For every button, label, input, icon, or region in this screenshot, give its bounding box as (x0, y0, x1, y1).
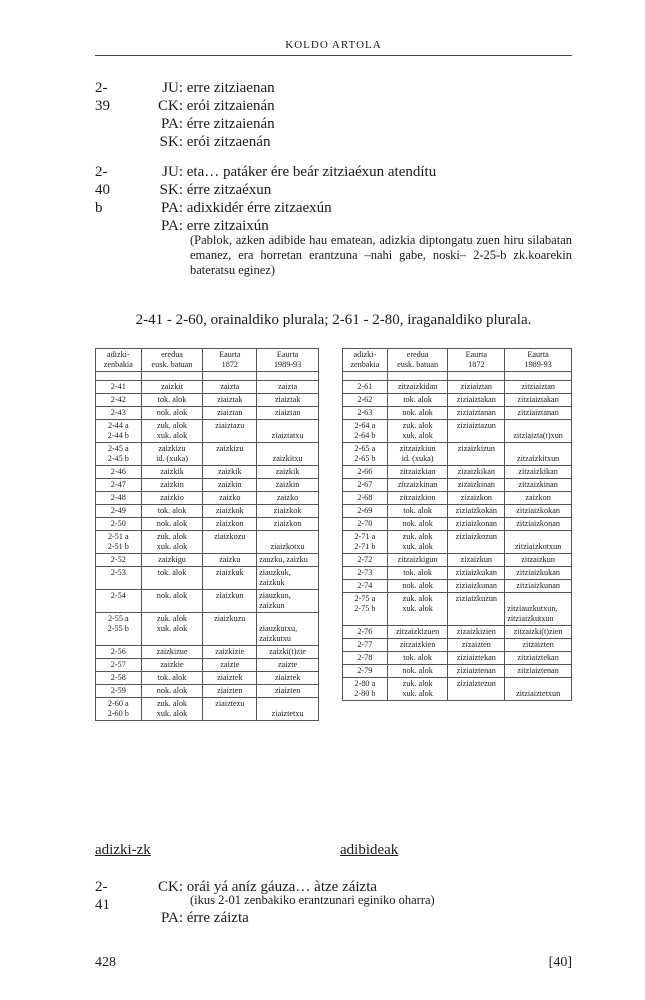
table-cell: zizaizkizien (448, 626, 505, 639)
table-cell: zaizku (203, 554, 257, 567)
table-cell: ziziaiztan (448, 381, 505, 394)
table-cell: 2-79 (343, 665, 388, 678)
table-cell: 2-68 (343, 492, 388, 505)
table-cell: ziaizkuzu (203, 613, 257, 646)
table-cell: zitziaiztetxun (505, 678, 572, 701)
table-cell: nok. alok (141, 590, 203, 613)
table-spacer-row (96, 372, 319, 381)
table-cell: zaizkik (141, 466, 203, 479)
column-header: eredua eusk. batuan (387, 349, 448, 372)
table-cell: 2-74 (343, 580, 388, 593)
table-cell: zuk. alok xuk. alok (387, 678, 448, 701)
example-line (143, 181, 271, 199)
table-row (96, 531, 319, 554)
example-line (143, 163, 436, 181)
table-cell: tok. alok (141, 505, 203, 518)
example-line (143, 199, 332, 217)
column-header: Eaurta 1872 (203, 349, 257, 372)
example-text: érre záizta (186, 910, 249, 926)
table-cell: ziaizten (203, 685, 257, 698)
table-cell: ziaiztak (257, 394, 319, 407)
table-cell: 2-58 (96, 672, 142, 685)
table-cell: zaizkitxu (257, 443, 319, 466)
page-number-right: [40] (548, 955, 572, 970)
section-heading-left: adizki-zk (95, 842, 151, 858)
table-cell: ziaizkun (203, 590, 257, 613)
table-cell: zitziaizkukan (505, 567, 572, 580)
table-cell: nok. alok (141, 407, 203, 420)
table-cell: ziaiztan (257, 407, 319, 420)
table-cell: zitziaiztan (505, 381, 572, 394)
example-number: 2-39 (95, 80, 110, 114)
example-number: 2-41 (95, 879, 110, 913)
example-note: (ikus 2-01 zenbakiko erantzunari eginiko oharra) (190, 893, 435, 907)
table-cell: zitzaizkion (387, 492, 448, 505)
table-cell: 2-64 a 2-64 b (343, 420, 388, 443)
table-row (96, 567, 319, 590)
example-text: orái yá aníz gáuza… àtze záizta (186, 879, 378, 895)
table-cell: tok. alok (387, 652, 448, 665)
table-cell: nok. alok (387, 580, 448, 593)
table-cell: ziaizkok (257, 505, 319, 518)
table-cell: tok. alok (141, 567, 203, 590)
table-cell: zaizkik (257, 466, 319, 479)
table-cell: zitzaizki(t)zien (505, 626, 572, 639)
table-cell: 2-42 (96, 394, 142, 407)
table-cell: 2-57 (96, 659, 142, 672)
table-cell: 2-63 (343, 407, 388, 420)
table-cell: zuk. alok xuk. alok (141, 698, 203, 721)
table-cell: 2-51 a 2-51 b (96, 531, 142, 554)
table-cell: 2-73 (343, 567, 388, 580)
table-cell: tok. alok (387, 505, 448, 518)
table-caption: 2-41 - 2-60, orainaldiko plurala; 2-61 - 2-80, iraganaldiko plurala. (135, 312, 532, 328)
spacer-cell (448, 372, 505, 381)
table-cell: zaizte (203, 659, 257, 672)
table-cell: zitziauzkutxun, zitziaizkutxun (505, 593, 572, 626)
example-text: érre zitzaienán (186, 116, 275, 132)
table-row (343, 580, 572, 593)
table-row (96, 590, 319, 613)
table-cell: 2-72 (343, 554, 388, 567)
table-cell: zaizkit (141, 381, 203, 394)
speaker-label: JU: (162, 80, 183, 96)
table-row (343, 567, 572, 580)
table-cell: 2-54 (96, 590, 142, 613)
table-cell: zitziaiztanan (505, 407, 572, 420)
table-cell: 2-70 (343, 518, 388, 531)
table-cell: 2-50 (96, 518, 142, 531)
table-row (96, 646, 319, 659)
table-cell: zaizkie (141, 659, 203, 672)
table-cell: ziaizkuk (203, 567, 257, 590)
table-cell: ziauzkun, zaizkun (257, 590, 319, 613)
table-cell: nok. alok (387, 665, 448, 678)
table-row (343, 394, 572, 407)
table-cell: zitziaizkunan (505, 580, 572, 593)
example-line (143, 133, 270, 151)
table-cell: zitzaizkitxun (505, 443, 572, 466)
column-header: Eaurta 1989-93 (257, 349, 319, 372)
speaker-label: PA: (161, 116, 183, 132)
table-past-plural (342, 348, 572, 701)
example-text: erói zitzaienán (186, 98, 275, 114)
header-rule (95, 55, 572, 56)
table-cell: ziziaizkonan (448, 518, 505, 531)
table-cell: ziaiztazu (203, 420, 257, 443)
speaker-label: JU: (162, 164, 183, 180)
table-cell: ziziaiztanan (448, 407, 505, 420)
table-cell: zitzaizkinan (387, 479, 448, 492)
table-cell: zaizkin (257, 479, 319, 492)
example-line (143, 909, 249, 927)
table-cell: zizaizkinan (448, 479, 505, 492)
table-cell: zitziaiztakan (505, 394, 572, 407)
example-line (143, 97, 275, 115)
column-header: adizki- zenbakia (343, 349, 388, 372)
example-number: 2-40 b (95, 164, 110, 216)
table-cell: zaizki(t)zie (257, 646, 319, 659)
table-cell: zitzaizkiun id. (xuka) (387, 443, 448, 466)
table-cell: 2-59 (96, 685, 142, 698)
table-cell: zitziaiztenan (505, 665, 572, 678)
table-cell: 2-43 (96, 407, 142, 420)
table-row (96, 381, 319, 394)
table-cell: ziaiztatxu (257, 420, 319, 443)
column-header: Eaurta 1989-93 (505, 349, 572, 372)
example-line (143, 79, 275, 97)
table-row (343, 505, 572, 518)
table-header-row (343, 349, 572, 372)
table-cell: zuk. alok xuk. alok (141, 531, 203, 554)
table-cell: zitzaizkien (387, 639, 448, 652)
table-cell: zitzaizkun (505, 554, 572, 567)
table-cell: zaizkio (141, 492, 203, 505)
table-cell: ziziaiztezun (448, 678, 505, 701)
table-cell: ziziaizkuzun (448, 593, 505, 626)
table-cell: ziaizkotxu (257, 531, 319, 554)
table-cell: nok. alok (387, 518, 448, 531)
example-text: érre zitzaéxun (186, 182, 272, 198)
table-cell: ziziaizkokan (448, 505, 505, 518)
table-cell: zizaizkikan (448, 466, 505, 479)
table-cell: nok. alok (387, 407, 448, 420)
table-cell: 2-49 (96, 505, 142, 518)
table-cell: zitzaizkigun (387, 554, 448, 567)
table-cell: zitziaiztekan (505, 652, 572, 665)
table-cell: zitziaizkotxun (505, 531, 572, 554)
section-heading-right: adibideak (340, 842, 399, 858)
table-cell: 2-69 (343, 505, 388, 518)
table-row (96, 394, 319, 407)
table-cell: tok. alok (387, 394, 448, 407)
table-cell: zaizte (257, 659, 319, 672)
spacer-cell (203, 372, 257, 381)
table-cell: zaizkizu (203, 443, 257, 466)
table-cell: 2-80 a 2-80 b (343, 678, 388, 701)
table-cell: 2-60 a 2-60 b (96, 698, 142, 721)
table-cell: zaizkin (141, 479, 203, 492)
column-header: eredua eusk. batuan (141, 349, 203, 372)
table-cell: 2-46 (96, 466, 142, 479)
spacer-cell (96, 372, 142, 381)
table-header-row (96, 349, 319, 372)
table-row (343, 665, 572, 678)
table-row (96, 554, 319, 567)
table-row (96, 479, 319, 492)
speaker-label: CK: (157, 98, 183, 114)
table-row (96, 407, 319, 420)
table-cell: 2-47 (96, 479, 142, 492)
table-row (343, 678, 572, 701)
table-cell: zitziaizkokan (505, 505, 572, 518)
table-row (96, 613, 319, 646)
table-cell: ziaizkozu (203, 531, 257, 554)
example-line (143, 115, 275, 133)
table-row (343, 407, 572, 420)
table-cell: tok. alok (141, 672, 203, 685)
table-row (343, 518, 572, 531)
speaker-label: CK: (157, 879, 183, 895)
table-cell: zuk. alok xuk. alok (387, 593, 448, 626)
table-row (343, 626, 572, 639)
column-header: adizki- zenbakia (96, 349, 142, 372)
table-row (343, 466, 572, 479)
table-cell: ziauzkuk, zaizkuk (257, 567, 319, 590)
table-row (96, 518, 319, 531)
table-cell: ziaizkon (203, 518, 257, 531)
table-cell: 2-41 (96, 381, 142, 394)
table-cell: 2-71 a 2-71 b (343, 531, 388, 554)
table-cell: ziaiztan (203, 407, 257, 420)
table-cell: zitziaizkonan (505, 518, 572, 531)
spacer-cell (257, 372, 319, 381)
table-cell: tok. alok (141, 394, 203, 407)
example-text: erre zitzaixún (186, 218, 269, 234)
table-cell: 2-48 (96, 492, 142, 505)
table-row (96, 672, 319, 685)
table-cell: 2-66 (343, 466, 388, 479)
table-cell: ziaizkon (257, 518, 319, 531)
table-row (96, 492, 319, 505)
example-note: (Pablok, azken adibide hau ematean, adizkia diptongatu zuen hiru silabatan emanez, era horretan erantzuna –nahi gabe, noski– 2-25-b zk.koarekin bateratsu eginez) (190, 233, 572, 277)
speaker-label: PA: (161, 200, 183, 216)
table-row (96, 420, 319, 443)
table-cell: 2-67 (343, 479, 388, 492)
table-cell: zizaizten (448, 639, 505, 652)
spacer-cell (343, 372, 388, 381)
table-cell: 2-52 (96, 554, 142, 567)
speaker-label: PA: (161, 218, 183, 234)
table-cell: zauzku, zaizku (257, 554, 319, 567)
table-cell: ziziaiztekan (448, 652, 505, 665)
table-cell: ziaiztak (203, 394, 257, 407)
table-cell: zuk. alok xuk. alok (141, 420, 203, 443)
table-cell: zitzaizkidan (387, 381, 448, 394)
table-cell: zitzaizten (505, 639, 572, 652)
table-cell: 2-65 a 2-65 b (343, 443, 388, 466)
table-cell: 2-56 (96, 646, 142, 659)
table-cell: 2-75 a 2-75 b (343, 593, 388, 626)
table-row (343, 593, 572, 626)
table-cell: ziziaiztakan (448, 394, 505, 407)
table-cell: ziaiztetxu (257, 698, 319, 721)
table-row (96, 505, 319, 518)
spacer-cell (141, 372, 203, 381)
table-row (343, 381, 572, 394)
table-row (96, 443, 319, 466)
table-cell: 2-45 a 2-45 b (96, 443, 142, 466)
table-present-plural (95, 348, 319, 721)
table-cell: zaizkizue (141, 646, 203, 659)
table-cell: zaizkizie (203, 646, 257, 659)
table-cell: zaizta (203, 381, 257, 394)
table-cell: ziaiztezu (203, 698, 257, 721)
table-row (343, 531, 572, 554)
table-row (96, 698, 319, 721)
table-cell: 2-44 a 2-44 b (96, 420, 142, 443)
table-row (96, 685, 319, 698)
table-row (96, 466, 319, 479)
table-cell: 2-76 (343, 626, 388, 639)
speaker-label: SK: (159, 134, 183, 150)
page-number-left: 428 (95, 955, 116, 970)
table-cell: zitziaizta(t)xun (505, 420, 572, 443)
table-cell: ziauzkutxu, zaizkutxu (257, 613, 319, 646)
speaker-label: SK: (159, 182, 183, 198)
column-header: Eaurta 1872 (448, 349, 505, 372)
table-cell: zaizkigu (141, 554, 203, 567)
table-cell: ziaiztek (257, 672, 319, 685)
table-cell: zaizko (203, 492, 257, 505)
table-cell: zaizta (257, 381, 319, 394)
table-cell: zizaizkizun (448, 443, 505, 466)
table-cell: zaizko (257, 492, 319, 505)
table-cell: ziaizten (257, 685, 319, 698)
table-row (343, 492, 572, 505)
table-row (343, 652, 572, 665)
table-cell: ziziaizkozun (448, 531, 505, 554)
table-row (343, 479, 572, 492)
spacer-cell (387, 372, 448, 381)
table-cell: ziaiztek (203, 672, 257, 685)
running-header: KOLDO ARTOLA (285, 39, 382, 51)
table-cell: 2-62 (343, 394, 388, 407)
table-cell: 2-53 (96, 567, 142, 590)
table-cell: 2-61 (343, 381, 388, 394)
speaker-label: PA: (161, 910, 183, 926)
table-cell: zizaizkon (448, 492, 505, 505)
table-cell: ziziaiztazun (448, 420, 505, 443)
table-cell: zuk. alok xuk. alok (387, 420, 448, 443)
table-cell: zaizkizu id. (xuka) (141, 443, 203, 466)
table-cell: zizaizkun (448, 554, 505, 567)
table-row (343, 554, 572, 567)
table-cell: tok. alok (387, 567, 448, 580)
table-row (343, 420, 572, 443)
example-text: erói zitzaenán (186, 134, 271, 150)
table-cell: ziziaizkunan (448, 580, 505, 593)
table-row (343, 443, 572, 466)
table-cell: zaizkin (203, 479, 257, 492)
table-cell: zuk. alok xuk. alok (387, 531, 448, 554)
table-cell: ziziaizkukan (448, 567, 505, 580)
spacer-cell (505, 372, 572, 381)
table-cell: 2-77 (343, 639, 388, 652)
table-row (343, 639, 572, 652)
table-cell: 2-55 a 2-55 b (96, 613, 142, 646)
table-cell: zitzaizkikan (505, 466, 572, 479)
table-cell: zuk. alok xuk. alok (141, 613, 203, 646)
table-cell: nok. alok (141, 685, 203, 698)
table-cell: zaizkon (505, 492, 572, 505)
example-text: eta… patáker ére beár zitziaéxun atendítu (186, 164, 437, 180)
table-cell: nok. alok (141, 518, 203, 531)
table-cell: zaizkik (203, 466, 257, 479)
table-cell: ziziaiztenan (448, 665, 505, 678)
example-text: erre zitziaenan (186, 80, 275, 96)
table-cell: ziaizkok (203, 505, 257, 518)
table-cell: 2-78 (343, 652, 388, 665)
example-text: adixkidér érre zitzaexún (186, 200, 332, 216)
table-cell: zitzaizkizuen (387, 626, 448, 639)
table-row (96, 659, 319, 672)
table-cell: zitzaizkinan (505, 479, 572, 492)
table-spacer-row (343, 372, 572, 381)
table-cell: zitzaizkian (387, 466, 448, 479)
